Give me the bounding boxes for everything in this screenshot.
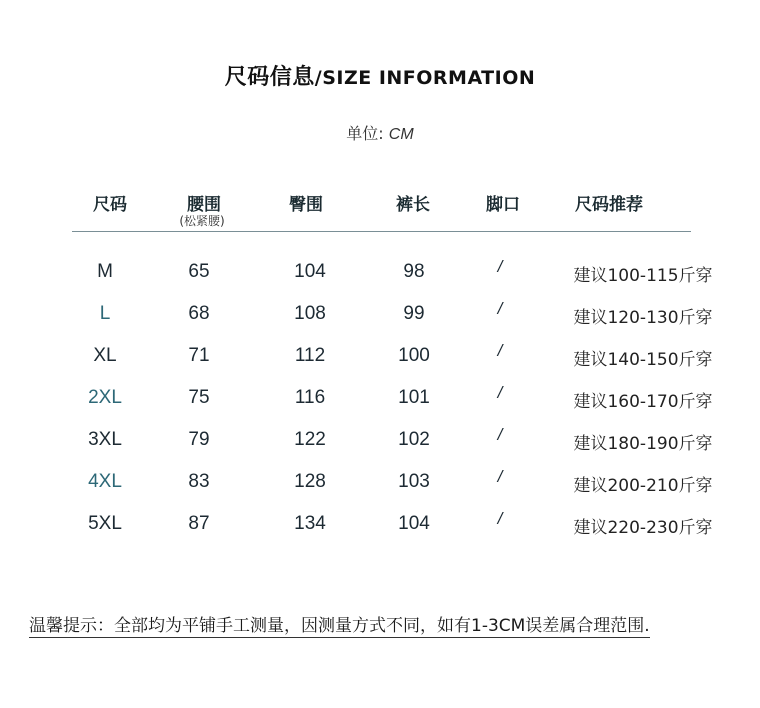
table-row <box>0 299 760 333</box>
cell-waist: 68 <box>188 303 210 324</box>
header-divider <box>72 231 691 232</box>
cell-waist: 65 <box>188 261 210 282</box>
cell-rec: 建议180-190斤穿 <box>573 434 713 454</box>
cell-rec: 建议160-170斤穿 <box>573 392 713 412</box>
table-row <box>0 341 760 375</box>
header-waist: 腰围 <box>187 195 221 215</box>
table-row <box>0 257 760 291</box>
cell-ankle: / <box>497 383 503 402</box>
cell-length: 104 <box>398 513 430 534</box>
cell-ankle: / <box>497 509 503 528</box>
cell-waist: 75 <box>188 387 210 408</box>
cell-hip: 112 <box>294 345 326 366</box>
cell-ankle: / <box>497 299 503 318</box>
cell-length: 100 <box>398 345 430 366</box>
cell-rec: 建议140-150斤穿 <box>573 350 713 370</box>
page-title <box>0 60 760 91</box>
cell-length: 102 <box>398 429 430 450</box>
header-ankle: 脚口 <box>486 195 520 215</box>
cell-ankle: / <box>497 467 503 486</box>
unit-line <box>0 121 760 144</box>
title-en: /SIZE INFORMATION <box>314 67 536 89</box>
cell-waist: 71 <box>188 345 210 366</box>
cell-length: 99 <box>403 303 425 324</box>
measurement-note: 温馨提示：全部均为平铺手工测量，因测量方式不同，如有1-3CM误差属合理范围. <box>29 611 650 638</box>
cell-hip: 128 <box>294 471 326 492</box>
cell-size: 3XL <box>88 429 122 450</box>
cell-size: 2XL <box>88 387 122 408</box>
cell-rec: 建议120-130斤穿 <box>573 308 713 328</box>
cell-ankle: / <box>497 425 503 444</box>
header-waist-note: (松紧腰) <box>179 214 225 228</box>
header-hip: 臀围 <box>289 195 323 215</box>
cell-hip: 108 <box>294 303 326 324</box>
cell-rec: 建议100-115斤穿 <box>573 266 713 286</box>
cell-hip: 104 <box>294 261 326 282</box>
unit-label: 单位: <box>346 124 384 143</box>
cell-rec: 建议220-230斤穿 <box>573 518 713 538</box>
table-row <box>0 467 760 501</box>
cell-size: 4XL <box>88 471 122 492</box>
cell-size: M <box>97 261 113 282</box>
cell-ankle: / <box>497 257 503 276</box>
cell-size: XL <box>93 345 117 366</box>
table-row <box>0 383 760 417</box>
cell-ankle: / <box>497 341 503 360</box>
cell-hip: 116 <box>294 387 326 408</box>
cell-hip: 122 <box>294 429 326 450</box>
cell-waist: 83 <box>188 471 210 492</box>
cell-waist: 79 <box>188 429 210 450</box>
header-recommendation: 尺码推荐 <box>575 195 643 215</box>
cell-length: 103 <box>398 471 430 492</box>
unit-value: CM <box>388 126 414 143</box>
cell-length: 98 <box>403 261 425 282</box>
title-zh: 尺码信息 <box>224 65 315 90</box>
cell-size: 5XL <box>88 513 122 534</box>
header-size: 尺码 <box>93 195 127 215</box>
cell-waist: 87 <box>188 513 210 534</box>
cell-length: 101 <box>398 387 430 408</box>
cell-size: L <box>99 303 111 324</box>
header-length: 裤长 <box>396 195 430 215</box>
cell-rec: 建议200-210斤穿 <box>573 476 713 496</box>
table-row <box>0 425 760 459</box>
table-row <box>0 509 760 543</box>
cell-hip: 134 <box>294 513 326 534</box>
